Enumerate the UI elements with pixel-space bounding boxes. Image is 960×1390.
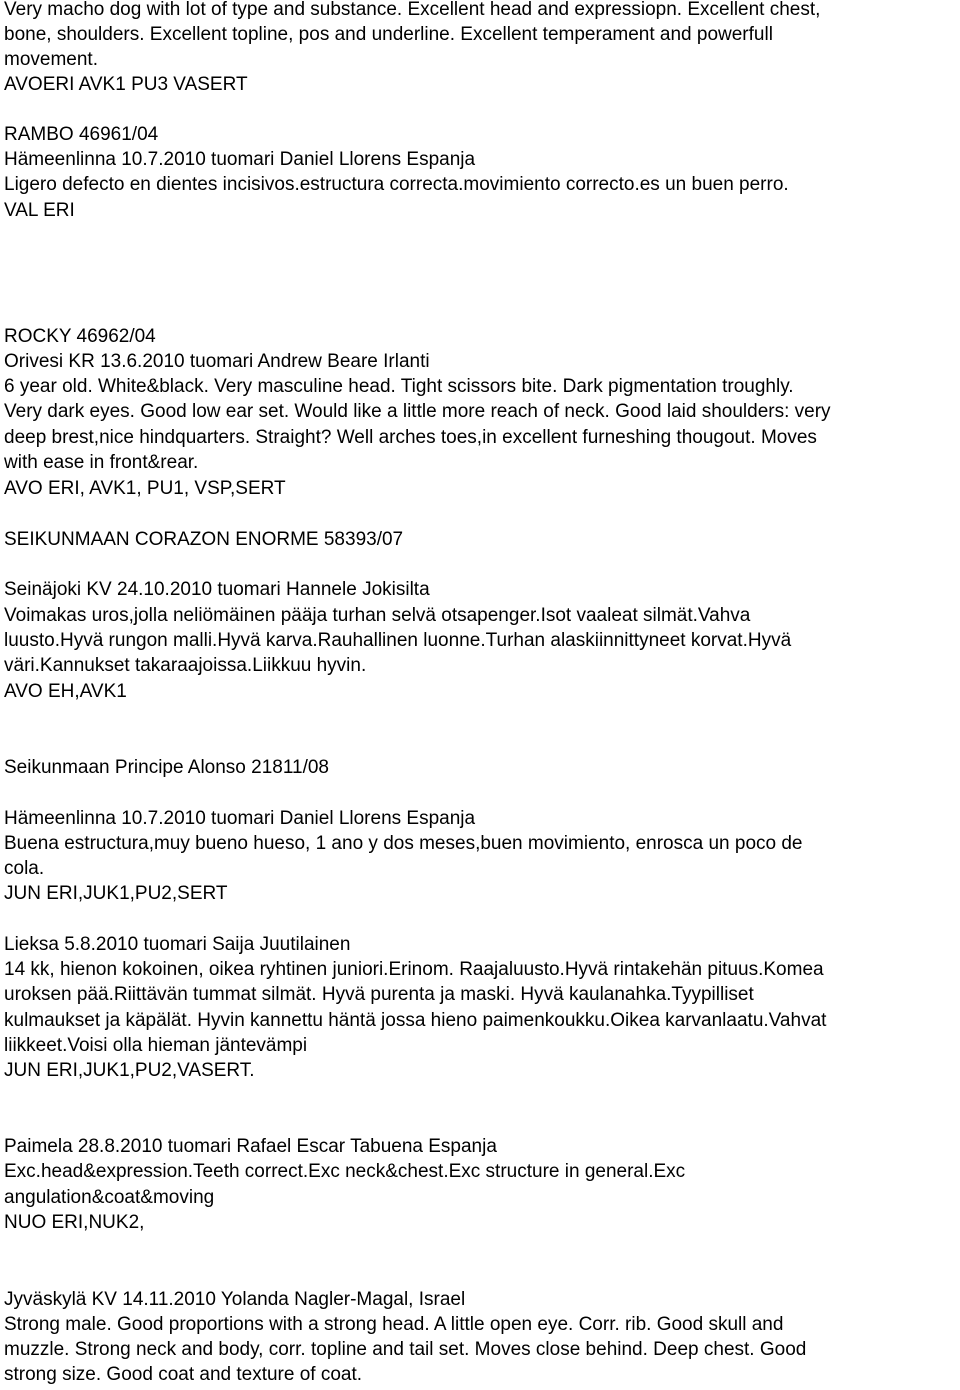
show-info-line: Seinäjoki KV 24.10.2010 tuomari Hannele Jokisilta: [4, 579, 430, 600]
result-line: AVOERI AVK1 PU3 VASERT: [4, 74, 248, 95]
text-line: kulmaukset ja käpälät. Hyvin kannettu häntä jossa hieno paimenkoukku.Oikea karvanlaatu.Vahvat: [4, 1010, 827, 1031]
show-info-line: Lieksa 5.8.2010 tuomari Saija Juutilainen: [4, 934, 351, 955]
text-line: Exc.head&expression.Teeth correct.Exc neck&chest.Exc structure in general.Exc: [4, 1161, 686, 1182]
dog-entry-heading: ROCKY 46962/04: [4, 326, 156, 347]
show-info-line: Paimela 28.8.2010 tuomari Rafael Escar Tabuena Espanja: [4, 1136, 497, 1157]
text-line: with ease in front&rear.: [4, 452, 199, 473]
text-line: 6 year old. White&black. Very masculine head. Tight scissors bite. Dark pigmentation troughly.: [4, 376, 794, 397]
result-line: JUN ERI,JUK1,PU2,VASERT.: [4, 1060, 255, 1081]
text-line: väri.Kannukset takaraajoissa.Liikkuu hyvin.: [4, 655, 367, 676]
dog-entry-heading: SEIKUNMAAN CORAZON ENORME 58393/07: [4, 529, 404, 550]
text-line: movement.: [4, 49, 98, 70]
text-line: bone, shoulders. Excellent topline, pos and underline. Excellent temperament and powerfull: [4, 24, 773, 45]
result-line: AVO EH,AVK1: [4, 681, 127, 702]
text-line: Ligero defecto en dientes incisivos.estructura correcta.movimiento correcto.es un buen perro.: [4, 174, 789, 195]
text-line: Strong male. Good proportions with a strong head. A little open eye. Corr. rib. Good skull and: [4, 1314, 784, 1335]
text-line: strong size. Good coat and texture of coat.: [4, 1364, 363, 1385]
result-line: NUO ERI,NUK2,: [4, 1212, 145, 1233]
text-line: muzzle. Strong neck and body, corr. topline and tail set. Moves close behind. Deep chest. Good: [4, 1339, 807, 1360]
text-line: 14 kk, hienon kokoinen, oikea ryhtinen juniori.Erinom. Raajaluusto.Hyvä rintakehän pituus.Komea: [4, 959, 824, 980]
text-line: liikkeet.Voisi olla hieman jäntevämpi: [4, 1035, 308, 1056]
text-line: uroksen pää.Riittävän tummat silmät. Hyvä purenta ja maski. Hyvä kaulanahka.Tyypilliset: [4, 984, 754, 1005]
text-line: Very dark eyes. Good low ear set. Would like a little more reach of neck. Good laid shoulders: very: [4, 401, 831, 422]
show-info-line: Hämeenlinna 10.7.2010 tuomari Daniel Llorens Espanja: [4, 149, 476, 170]
result-line: AVO ERI, AVK1, PU1, VSP,SERT: [4, 478, 286, 499]
show-info-line: Hämeenlinna 10.7.2010 tuomari Daniel Llorens Espanja: [4, 808, 476, 829]
text-line: Voimakas uros,jolla neliömäinen pääja turhan selvä otsapenger.Isot vaaleat silmät.Vahva: [4, 605, 751, 626]
show-info-line: Orivesi KR 13.6.2010 tuomari Andrew Beare Irlanti: [4, 351, 430, 372]
show-info-line: Jyväskylä KV 14.11.2010 Yolanda Nagler-Magal, Israel: [4, 1289, 466, 1310]
text-line: Buena estructura,muy bueno hueso, 1 ano y dos meses,buen movimiento, enrosca un poco de: [4, 833, 803, 854]
dog-entry-heading: Seikunmaan Principe Alonso 21811/08: [4, 757, 329, 778]
text-line: angulation&coat&moving: [4, 1187, 215, 1208]
text-line: deep brest,nice hindquarters. Straight? Well arches toes,in excellent furneshing thougout. Moves: [4, 427, 817, 448]
text-line: luusto.Hyvä rungon malli.Hyvä karva.Rauhallinen luonne.Turhan alaskiinnittyneet korvat.Hyvä: [4, 630, 792, 651]
text-line: Very macho dog with lot of type and substance. Excellent head and expressiopn. Excellent chest,: [4, 0, 821, 20]
text-line: cola.: [4, 858, 45, 879]
result-line: JUN ERI,JUK1,PU2,SERT: [4, 883, 228, 904]
dog-entry-heading: RAMBO 46961/04: [4, 124, 159, 145]
result-line: VAL ERI: [4, 200, 75, 221]
